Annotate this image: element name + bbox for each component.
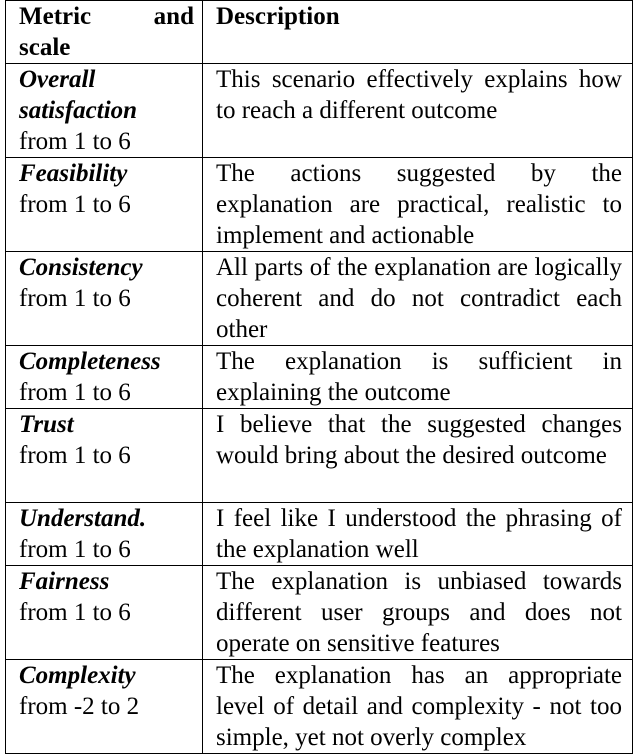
table-row bbox=[6, 566, 633, 660]
metric-cell bbox=[6, 566, 203, 660]
metric-cell bbox=[6, 346, 203, 409]
description-cell: The explanation is unbiased towards different user groups and does not operate on sensitive features bbox=[203, 566, 633, 660]
metric-scale: from 1 to 6 bbox=[19, 599, 131, 626]
metric-name: Feasibility bbox=[19, 160, 128, 187]
metric-name: Completeness bbox=[19, 348, 161, 375]
metrics-table-container bbox=[5, 0, 632, 754]
metric-scale: from 1 to 6 bbox=[19, 285, 131, 312]
metric-name: Overall satisfaction bbox=[19, 66, 138, 124]
metric-scale: from 1 to 6 bbox=[19, 128, 131, 155]
metric-cell bbox=[6, 503, 203, 566]
metric-cell bbox=[6, 158, 203, 252]
table-row bbox=[6, 252, 633, 346]
description-cell: I feel like I understood the phrasing of the explanation well bbox=[203, 503, 633, 566]
description-cell: The actions suggested by the explanation are practical, realistic to implement and actionable bbox=[203, 158, 633, 252]
metric-scale: from 1 to 6 bbox=[19, 536, 131, 563]
metric-name: Trust bbox=[19, 411, 74, 438]
table-row bbox=[6, 660, 633, 754]
header-metric-and-scale: Metric and scale bbox=[6, 1, 203, 64]
table-row bbox=[6, 409, 633, 503]
table-row bbox=[6, 346, 633, 409]
metric-cell bbox=[6, 409, 203, 503]
metric-scale: from 1 to 6 bbox=[19, 191, 131, 218]
metric-cell bbox=[6, 64, 203, 158]
metric-scale: from 1 to 6 bbox=[19, 379, 131, 406]
metric-name: Complexity bbox=[19, 662, 136, 689]
metric-name: Understand. bbox=[19, 505, 147, 532]
description-cell: All parts of the explanation are logically coherent and do not contradict each other bbox=[203, 252, 633, 346]
metric-name: Consistency bbox=[19, 254, 143, 281]
table-row bbox=[6, 64, 633, 158]
table-row bbox=[6, 503, 633, 566]
table-header-row bbox=[6, 1, 633, 64]
description-cell: The explanation has an appropriate level of detail and complexity - not too simple, yet not overly complex bbox=[203, 660, 633, 754]
metric-cell bbox=[6, 660, 203, 754]
description-cell: This scenario effectively explains how to reach a different outcome bbox=[203, 64, 633, 158]
table-row bbox=[6, 158, 633, 252]
metric-scale: from -2 to 2 bbox=[19, 693, 140, 720]
header-description: Description bbox=[203, 1, 633, 64]
description-cell: The explanation is sufficient in explaining the outcome bbox=[203, 346, 633, 409]
description-cell: I believe that the suggested changes would bring about the desired outcome bbox=[203, 409, 633, 503]
metrics-table bbox=[5, 0, 633, 754]
metric-cell bbox=[6, 252, 203, 346]
metric-name: Fairness bbox=[19, 568, 110, 595]
metric-scale: from 1 to 6 bbox=[19, 442, 131, 469]
